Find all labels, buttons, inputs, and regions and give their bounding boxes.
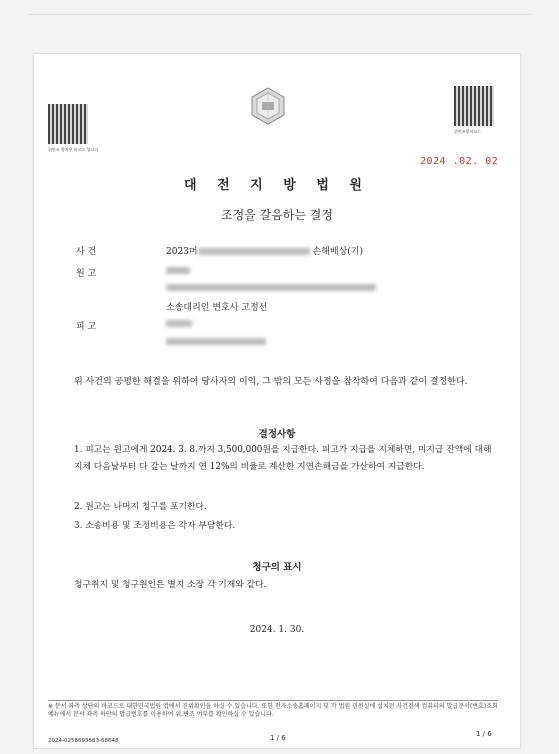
defendant-label: 피 고 [76,322,97,332]
verification-notice: ※ 문서 좌측 상단의 바코드로 대한민국법원 앱에서 진위확인을 하실 수 있습니다. 또한 전자소송홈페이지 및 각 법원 민원실에 설치된 사건검색 컴퓨터의 발급문서(번호)조회 메뉴에서 문서 좌측 하단의 발급번호를 이용하여 위,변조 여부를 확인하실 수 있습니다. [48,700,498,718]
redacted-case-number [198,248,310,255]
page-number-right: 1 / 6 [476,730,492,738]
decision-item-3: 3. 소송비용 및 조정비용은 각자 부담한다. [74,521,236,531]
case-number [166,244,363,257]
defendant-name [166,319,192,329]
case-label: 사 건 [76,247,97,257]
defendant-address [166,337,266,347]
barcode-left-icon [48,104,88,144]
top-divider [28,14,531,15]
plaintiff-attorney: 소송대리인 변호사 고정선 [166,303,268,313]
plaintiff-label: 원 고 [76,269,97,279]
barcode-right-icon [454,86,494,126]
intro-paragraph: 위 사건의 공평한 해결을 위하여 당사자의 이익, 그 밖의 모든 사정을 참작하여 다음과 같이 결정한다. [74,377,468,387]
claim-text: 청구취지 및 청구원인은 별지 소장 각 기재와 같다. [74,580,267,590]
document-page [34,54,520,748]
plaintiff-address [166,283,376,293]
case-number-prefix: 2023머 [166,247,198,257]
document-title: 조정을 갈음하는 결정 [221,208,333,222]
decision-heading: 결정사항 [258,429,296,440]
case-type: 손해배상(기) [312,247,363,257]
court-emblem-icon [248,86,288,126]
claim-heading: 청구의 표시 [252,562,302,573]
court-name: 대 전 지 방 법 원 [184,178,370,193]
barcode-right-caption: 위변조방지코드 [454,129,482,134]
stamp-date: 2024 .02. 02 [420,156,499,167]
decision-date: 2024. 1. 30. [249,625,305,635]
barcode-left-caption: 위변조 방지용 바코드 입니다 [48,147,99,152]
redacted-plaintiff-address [166,284,376,291]
decision-item-2: 2. 원고는 나머지 청구를 포기한다. [74,502,207,512]
redacted-defendant-address [166,338,266,345]
issue-number: 2024-0258693583-68648 [48,738,119,744]
redacted-plaintiff-name [166,267,190,274]
plaintiff-name [166,266,190,276]
decision-item-1: 1. 피고는 원고에게 2024. 3. 8.까지 3,500,000원을 지급한다. 피고가 지급을 지체하면, 미지급 잔액에 대해 지체 다음날부터 다 갚는 날까지 연 12%의 비율로 계산한 지연손해금을 가산하여 지급한다. [74,445,492,472]
redacted-defendant-name [166,320,192,327]
page-number-center: 1 / 6 [270,734,286,742]
